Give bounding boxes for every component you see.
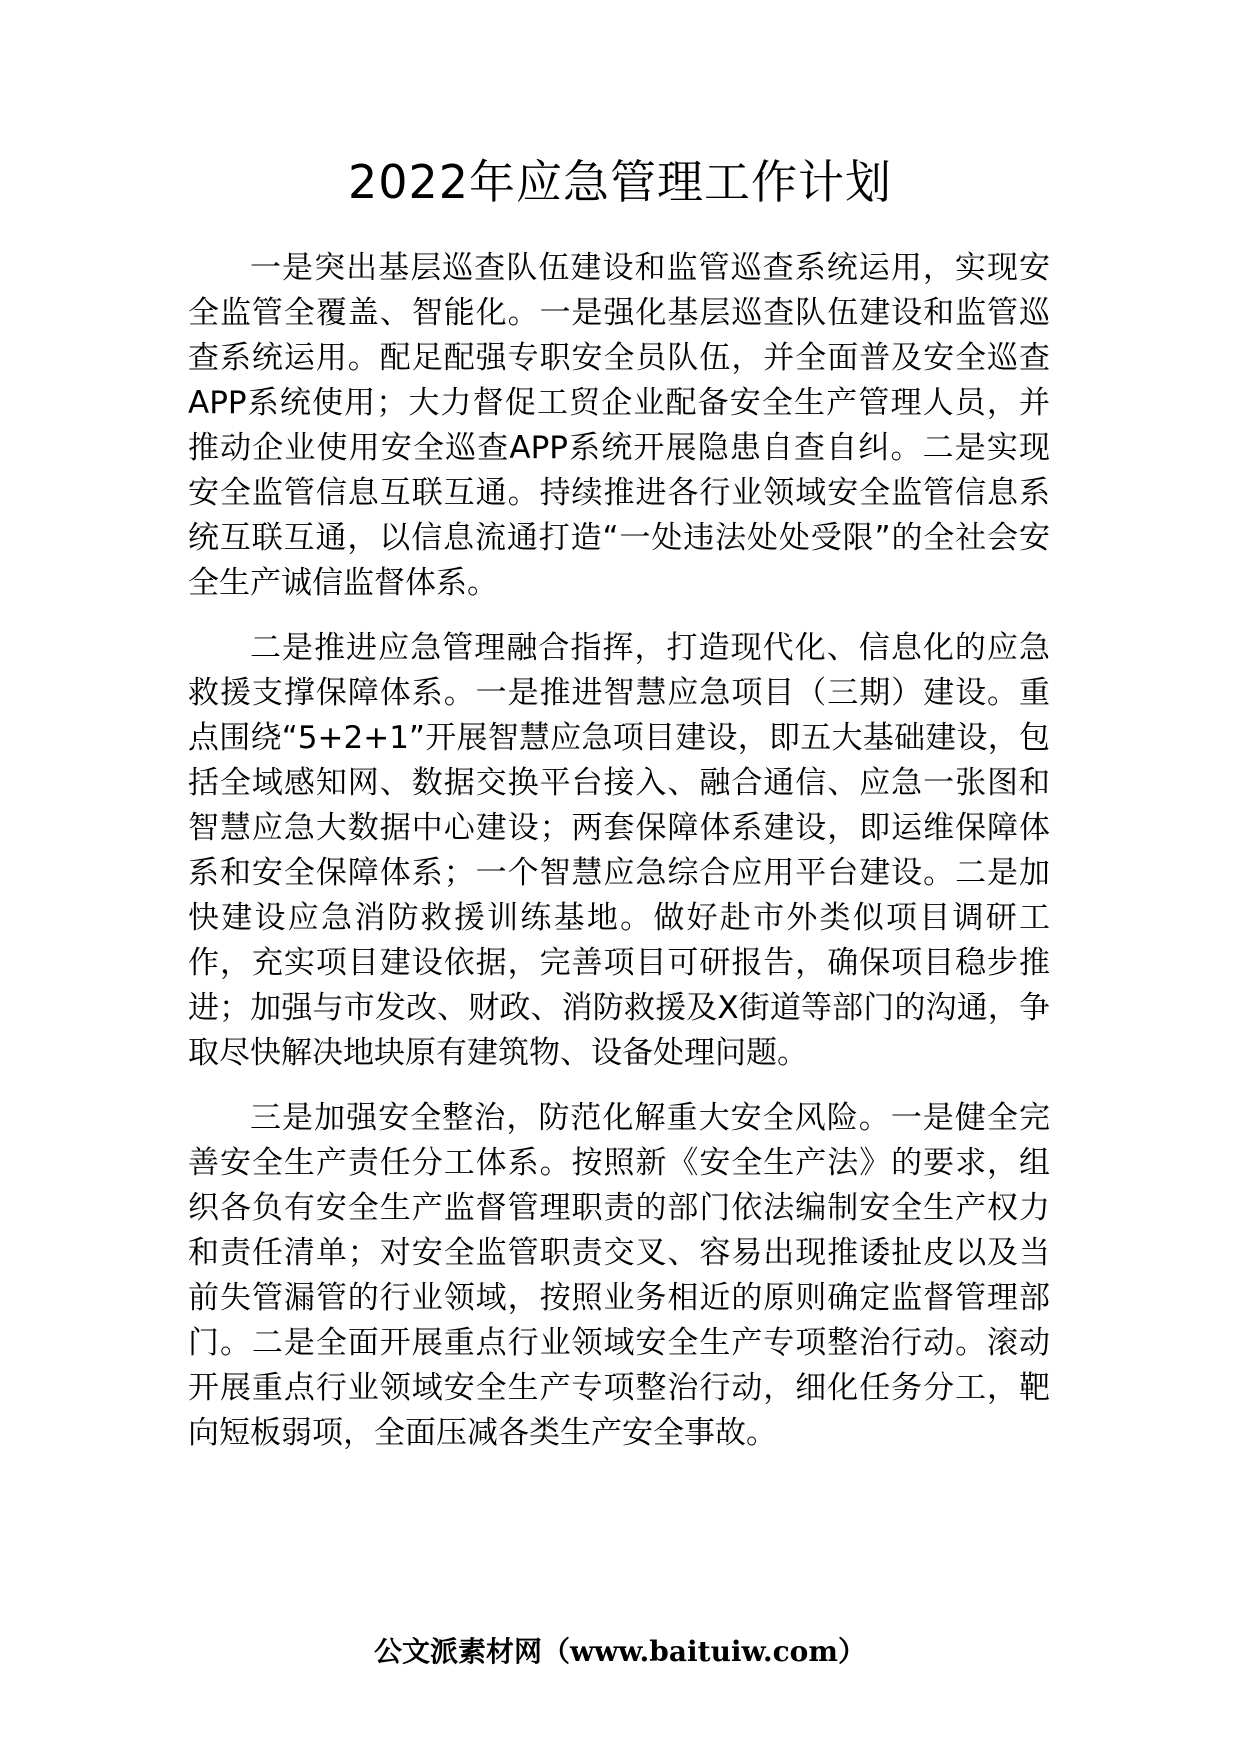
document-title: 2022年应急管理工作计划 [347,155,893,209]
paragraph-2: 二是推进应急管理融合指挥，打造现代化、信息化的应急救援支撑保障体系。一是推进智慧应急项目（三期）建设。重点围绕“5+2+1”开展智慧应急项目建设，即五大基础建设，包括全域感知网、数据交换平台接入、融合通信、应急一张图和智慧应急大数据中心建设；两套保障体系建设，即运维保障体系和安全保障体系；一个智慧应急综合应用平台建设。二是加快建设应急消防救援训练基地。做好赴市外类似项目调研工作，充实项目建设依据，完善项目可研报告，确保项目稳步推进；加强与市发改、财政、消防救援及X街道等部门的沟通，争取尽快解决地块原有建筑物、设备处理问题。 [188,630,1050,1071]
paragraph-1: 一是突出基层巡查队伍建设和监管巡查系统运用，实现安全监管全覆盖、智能化。一是强化基层巡查队伍建设和监管巡查系统运用。配足配强专职安全员队伍，并全面普及安全巡查APP系统使用；大力督促工贸企业配备安全生产管理人员，并推动企业使用安全巡查APP系统开展隐患自查自纠。二是实现安全监管信息互联互通。持续推进各行业领域安全监管信息系统互联互通，以信息流通打造“一处违法处处受限”的全社会安全生产诚信监督体系。 [188,250,1050,601]
source-footer: 公文派素材网（www.baituiw.com） [374,1635,866,1668]
paragraph-3: 三是加强安全整治，防范化解重大安全风险。一是健全完善安全生产责任分工体系。按照新《安全生产法》的要求，组织各负有安全生产监督管理职责的部门依法编制安全生产权力和责任清单；对安全监管职责交叉、容易出现推诿扯皮以及当前失管漏管的行业领域，按照业务相近的原则确定监督管理部门。二是全面开展重点行业领域安全生产专项整治行动。滚动开展重点行业领域安全生产专项整治行动，细化任务分工，靶向短板弱项，全面压减各类生产安全事故。 [188,1100,1050,1451]
document-body [188,246,1050,1476]
